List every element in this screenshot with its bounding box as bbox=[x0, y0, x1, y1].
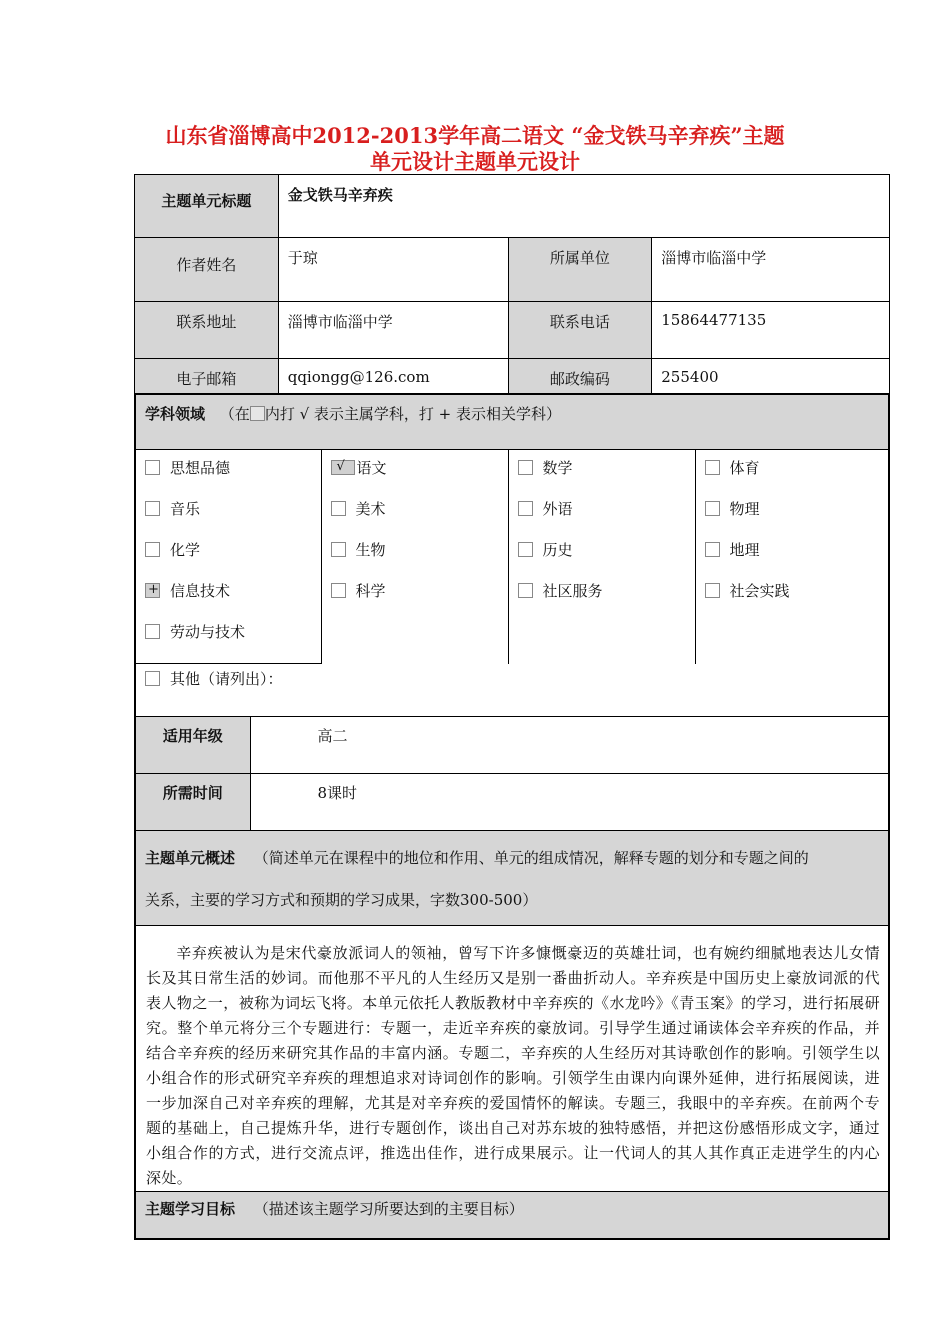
email-label: 电子邮箱 bbox=[135, 359, 279, 416]
doc-title-line1: 山东省淄博高中2012-2013学年高二语文 “金戈铁马辛弃疾”主题 bbox=[165, 123, 785, 148]
grade-value: 高二 bbox=[250, 717, 889, 774]
checkbox-icon[interactable] bbox=[518, 542, 533, 557]
checkbox-icon[interactable] bbox=[145, 460, 160, 475]
subject-header-note-b: 内打 √ 表示主属学科，打 + 表示相关学科） bbox=[264, 405, 562, 423]
overview-note2: 关系，主要的学习方式和预期的学习成果，字数300-500） bbox=[145, 891, 538, 909]
goals-note: （描述该主题学习所要达到的主要目标） bbox=[253, 1200, 524, 1218]
email-value: qqiongg@126.com bbox=[278, 359, 508, 416]
org-value: 淄博市临淄中学 bbox=[652, 238, 890, 302]
subject-item[interactable]: 美术 bbox=[331, 499, 508, 540]
subject-header-note-a: （在 bbox=[219, 405, 250, 423]
checkbox-icon[interactable] bbox=[331, 542, 346, 557]
unit-title-value: 金戈铁马辛弃疾 bbox=[278, 175, 889, 238]
grade-label: 适用年级 bbox=[135, 717, 250, 774]
subject-item[interactable]: 社区服务 bbox=[518, 581, 695, 622]
subject-col-1 bbox=[135, 450, 321, 664]
subject-item[interactable]: 劳动与技术 bbox=[145, 622, 321, 663]
checkbox-icon[interactable] bbox=[705, 501, 720, 516]
checkbox-icon bbox=[250, 406, 265, 421]
subject-item[interactable]: + 信息技术 bbox=[145, 581, 321, 622]
checkbox-icon[interactable] bbox=[518, 501, 533, 516]
overview-header bbox=[135, 831, 889, 926]
checkbox-icon[interactable] bbox=[331, 583, 346, 598]
checkbox-icon[interactable] bbox=[705, 460, 720, 475]
address-value: 淄博市临淄中学 bbox=[278, 302, 508, 359]
goals-header bbox=[135, 1192, 889, 1240]
author-value: 于琼 bbox=[278, 238, 508, 302]
subject-col-3 bbox=[508, 450, 695, 664]
subject-item[interactable]: 社会实践 bbox=[705, 581, 889, 622]
subject-table bbox=[134, 393, 890, 1240]
check-checkbox-icon[interactable]: √ bbox=[331, 460, 355, 475]
subject-item[interactable]: 科学 bbox=[331, 581, 508, 622]
checkbox-icon[interactable] bbox=[145, 671, 160, 686]
subject-item[interactable]: 数学 bbox=[518, 458, 695, 499]
checkbox-icon[interactable] bbox=[145, 542, 160, 557]
subject-col-4 bbox=[695, 450, 889, 664]
subject-header-label: 学科领域 bbox=[145, 405, 206, 423]
overview-body bbox=[135, 926, 889, 1192]
checkbox-icon[interactable] bbox=[331, 501, 346, 516]
subject-item[interactable]: 体育 bbox=[705, 458, 889, 499]
subject-header bbox=[135, 394, 889, 450]
subject-item[interactable]: 思想品德 bbox=[145, 458, 321, 499]
phone-value: 15864477135 bbox=[652, 302, 890, 359]
subject-item[interactable]: 外语 bbox=[518, 499, 695, 540]
subject-item[interactable]: 化学 bbox=[145, 540, 321, 581]
phone-label: 联系电话 bbox=[508, 302, 652, 359]
address-label: 联系地址 bbox=[135, 302, 279, 359]
checkbox-icon[interactable] bbox=[145, 501, 160, 516]
org-label: 所属单位 bbox=[508, 238, 652, 302]
plus-checkbox-icon[interactable]: + bbox=[145, 583, 160, 598]
unit-title-label: 主题单元标题 bbox=[135, 175, 279, 238]
overview-text: 辛弃疾被认为是宋代豪放派词人的领袖，曾写下许多慷慨豪迈的英雄壮词，也有婉约细腻地表达儿女情长及其日常生活的妙词。而他那不平凡的人生经历又是别一番曲折动人。辛弃疾是中国历史上豪放词派的代表人物之一，被称为词坛飞将。本单元依托人教版教材中辛弃疾的《水龙吟》《青玉案》的学习，进行拓展研究。整个单元将分三个专题进行：专题一，走近辛弃疾的豪放词。引导学生通过诵读体会辛弃疾的作品，并结合辛弃疾的经历来研究其作品的丰富内涵。专题二，辛弃疾的人生经历对其诗歌创作的影响。引领学生以小组合作的形式研究辛弃疾的理想追求对诗词创作的影响。引领学生由课内向课外延伸，进行拓展阅读，进一步加深自己对辛弃疾的理解，尤其是对辛弃疾的爱国情怀的解读。专题三，我眼中的辛弃疾。在前两个专题的基础上，自己提炼升华，进行专题创作，谈出自己对苏东坡的独特感悟，并把这份感悟形成文字，通过小组合作的方式，进行交流点评，推选出佳作，进行成果展示。让一代词人的其人其作真正走进学生的内心深处。 bbox=[146, 944, 880, 1187]
checkbox-icon[interactable] bbox=[145, 624, 160, 639]
doc-title-line2: 单元设计主题单元设计 bbox=[370, 149, 580, 174]
checkbox-icon[interactable] bbox=[518, 583, 533, 598]
checkbox-icon[interactable] bbox=[705, 583, 720, 598]
overview-note: （简述单元在课程中的地位和作用、单元的组成情况，解释专题的划分和专题之间的 bbox=[253, 849, 809, 867]
subject-item[interactable]: 物理 bbox=[705, 499, 889, 540]
subject-item[interactable]: 音乐 bbox=[145, 499, 321, 540]
subject-item[interactable]: √ 语文 bbox=[331, 458, 508, 499]
time-label: 所需时间 bbox=[135, 774, 250, 831]
checkbox-icon[interactable] bbox=[705, 542, 720, 557]
author-label: 作者姓名 bbox=[135, 238, 279, 302]
checkbox-icon[interactable] bbox=[518, 460, 533, 475]
overview-label: 主题单元概述 bbox=[145, 849, 236, 867]
goals-label: 主题学习目标 bbox=[145, 1200, 236, 1218]
subject-item[interactable]: 历史 bbox=[518, 540, 695, 581]
postcode-value: 255400 bbox=[652, 359, 890, 416]
time-value: 8课时 bbox=[250, 774, 889, 831]
subject-other[interactable]: 其他（请列出）： bbox=[135, 664, 889, 717]
subject-item[interactable]: 生物 bbox=[331, 540, 508, 581]
postcode-label: 邮政编码 bbox=[508, 359, 652, 416]
subject-col-2 bbox=[321, 450, 508, 664]
subject-item[interactable]: 地理 bbox=[705, 540, 889, 581]
info-table bbox=[134, 174, 890, 416]
